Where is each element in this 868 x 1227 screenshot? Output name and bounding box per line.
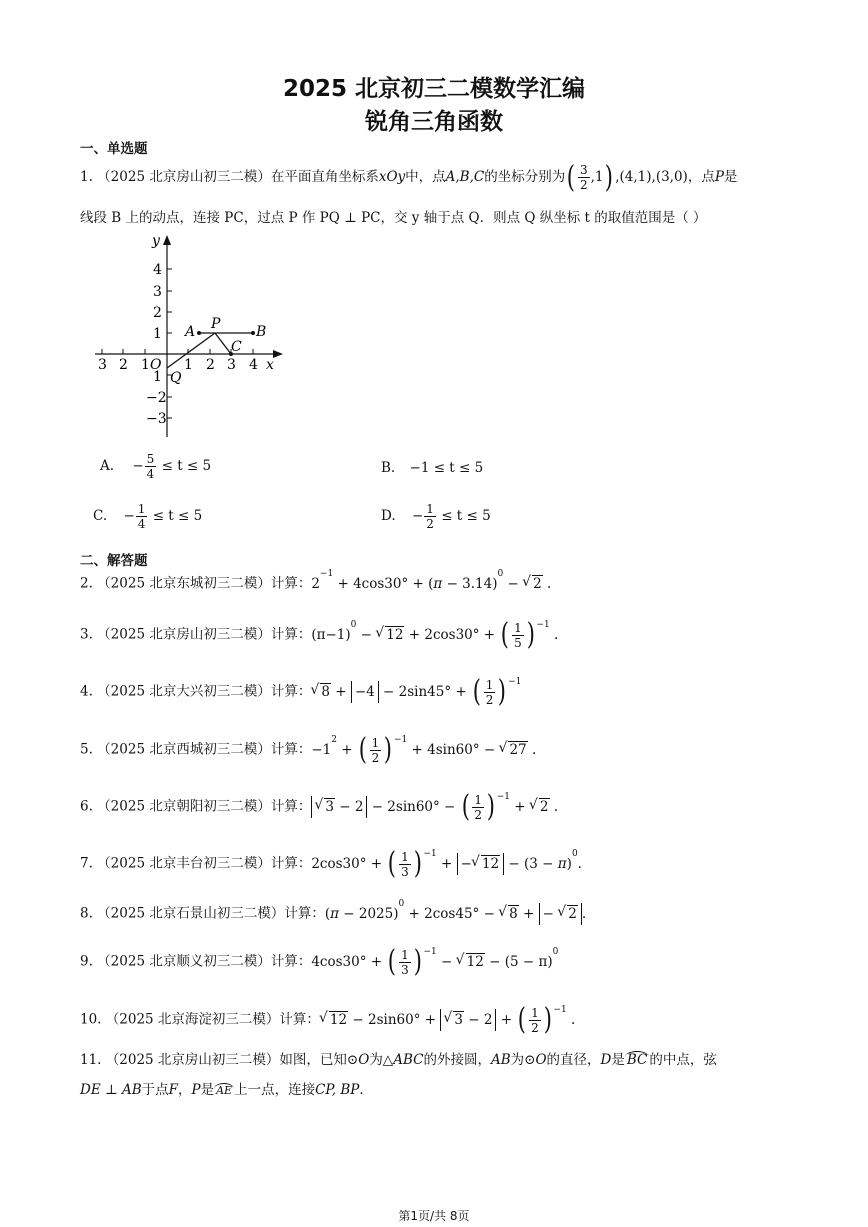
question-6 xyxy=(80,790,558,822)
x-tick-3: 3 xyxy=(227,357,236,373)
question-4-expression: √ 8 + −4 − 2sin45° + ( $\frac{1}{2}$ ) $^{-1}$ xyxy=(311,684,521,700)
label-q: Q xyxy=(170,370,182,386)
q1-text-c: 的坐标分别为 xyxy=(484,169,566,185)
coord-b: (4,1) xyxy=(619,169,652,185)
question-9 xyxy=(80,945,558,977)
page-footer: 第1页/共 8页 xyxy=(398,1209,470,1223)
y-tick-neg2: −2 xyxy=(146,390,167,406)
question-8-expression: $(\pi - 2025)^0 + 2\cos 45^\circ$ − √ 8 + − √ 2 . xyxy=(325,906,586,922)
question-5-source: 5. （2025 北京西城初三二模）计算： xyxy=(80,741,312,758)
coord-a-fraction: $\frac{3}{2}$ xyxy=(579,163,588,192)
paren-close: ) xyxy=(605,159,614,195)
question-10-source: 10. （2025 北京海淀初三二模）计算： xyxy=(80,1011,320,1028)
question-5 xyxy=(80,733,536,765)
question-11-line-1: 11. （2025 北京房山初三二模）如图，已知⊙O为△ABC的外接圆，AB为⊙O的直径，D是 BC 的中点，弦 xyxy=(80,1052,717,1068)
y-tick-2: 2 xyxy=(153,305,162,321)
q1-text-a: 1. （2025 北京房山初三二模）在平面直角坐标系 xyxy=(80,169,379,185)
option-a-fraction: $\frac{5}{4}$ xyxy=(146,452,155,481)
label-c: C xyxy=(231,339,242,355)
question-1-line-1: 1. （2025 北京房山初三二模）在平面直角坐标系xOy中，点A,B,C的坐标分别为( $\frac{3}{2}$ ,1) ,(4,1),(3,0)，点P是 xyxy=(80,159,738,195)
y-axis-arrow xyxy=(163,235,171,245)
question-7-expression: 2cos30° + ( $\frac{1}{3}$ ) $^{-1}$ + −√ $12 - (3 - \pi)^0$. xyxy=(311,856,582,872)
question-4-source: 4. （2025 北京大兴初三二模）计算： xyxy=(80,683,312,700)
label-p: P xyxy=(211,316,221,332)
question-10-expression: √ 12 − 2sin60° + √ 3 − 2 + ( $\frac{1}{2}$ ) $^{-1}$ . xyxy=(320,1012,575,1028)
segment-pc xyxy=(215,333,231,354)
question-9-source: 9. （2025 北京顺义初三二模）计算： xyxy=(80,953,312,970)
origin-label: O xyxy=(150,357,162,373)
coordinate-graph xyxy=(90,232,290,442)
y-tick-3: 3 xyxy=(153,284,162,300)
option-c[interactable]: C. − $\frac{1}{4}$ ≤ t ≤ 5 xyxy=(93,502,203,531)
x-tick-1: 1 xyxy=(184,357,193,373)
question-5-expression: $-1^2$ + ( $\frac{1}{2}$ ) $^{-1}$ + 4sin60° − √ 27 . xyxy=(311,742,536,758)
option-d[interactable]: D. − $\frac{1}{2}$ ≤ t ≤ 5 xyxy=(381,502,491,531)
x-axis-arrow xyxy=(273,350,283,358)
question-2-source: 2. （2025 北京东城初三二模）计算： xyxy=(80,575,312,592)
q1-text-e: 是 xyxy=(723,169,738,185)
q1-text-b: 中，点 xyxy=(405,169,446,185)
section-heading-solutions: 二、解答题 xyxy=(80,553,148,569)
arc-ae: AE xyxy=(216,1084,233,1097)
option-d-fraction: $\frac{1}{2}$ xyxy=(426,502,434,531)
q1-text-d: ，点 xyxy=(687,169,715,185)
question-1-line-2: 线段 B 上的动点，连接 PC，过点 P 作 PQ ⊥ PC，交 y 轴于点 Q．则点 Q 纵坐标 t 的取值范围是（ ） xyxy=(80,210,707,226)
question-3-expression: $(\pi-1)^0$ − √ 12 + 2cos30° + ( $\frac{1}{5}$ ) $^{-1}$ . xyxy=(311,627,558,643)
question-7-source: 7. （2025 北京丰台初三二模）计算： xyxy=(80,855,312,872)
x-tick-neg3: 3 xyxy=(98,357,107,373)
q1-points: A,B,C xyxy=(445,169,485,185)
question-8 xyxy=(80,897,586,927)
question-8-source: 8. （2025 北京石景山初三二模）计算： xyxy=(80,905,325,922)
option-a[interactable]: A. − $\frac{5}{4}$ ≤ t ≤ 5 xyxy=(100,452,212,481)
question-11-line-2: DE ⊥ AB于点F，P是 AE 上一点，连接CP, BP． xyxy=(80,1082,373,1098)
option-b[interactable]: B. −1 ≤ t ≤ 5 xyxy=(381,460,484,476)
question-2-expression: $2^{-1} + 4\cos 30^\circ + (\pi - 3.14)^0$ − √ 2 . xyxy=(311,576,551,592)
label-b: B xyxy=(256,324,267,340)
question-4 xyxy=(80,675,521,707)
y-tick-1: 1 xyxy=(153,326,162,342)
coord-a-tail: ,1 xyxy=(590,169,604,185)
y-axis-label: y xyxy=(152,233,160,249)
page-subtitle: 锐角三角函数 xyxy=(365,109,503,135)
question-3-source: 3. （2025 北京房山初三二模）计算： xyxy=(80,626,312,643)
label-a: A xyxy=(185,324,196,340)
question-6-source: 6. （2025 北京朝阳初三二模）计算： xyxy=(80,798,312,815)
coord-c: (3,0) xyxy=(655,169,688,185)
y-tick-neg3: −3 xyxy=(146,411,167,427)
x-tick-neg2: 2 xyxy=(119,357,128,373)
question-2 xyxy=(80,570,551,594)
question-7 xyxy=(80,847,582,879)
y-tick-4: 4 xyxy=(153,262,162,278)
arc-bc: BC xyxy=(626,1052,648,1068)
point-b xyxy=(251,331,255,335)
question-6-expression: √ 3 − 2 − 2sin60° − ( $\frac{1}{2}$ ) $^{-1}$ + √ 2 . xyxy=(311,799,558,815)
question-10 xyxy=(80,1003,575,1035)
x-axis-label: x xyxy=(266,357,274,373)
x-tick-4: 4 xyxy=(249,357,258,373)
question-9-expression: 4cos30° + ( $\frac{1}{3}$ ) $^{-1}$ − √ $12 - (5 - \pi)^0$ xyxy=(311,954,558,970)
question-3 xyxy=(80,618,558,650)
section-heading-single-choice: 一、单选题 xyxy=(80,141,148,157)
point-a xyxy=(197,331,201,335)
x-tick-2: 2 xyxy=(206,357,215,373)
paren-open: ( xyxy=(566,159,576,195)
option-c-fraction: $\frac{1}{4}$ xyxy=(137,502,146,531)
y-tick-neg1: 1 xyxy=(153,369,162,385)
q1-p: P xyxy=(714,169,724,185)
x-tick-neg1: 1 xyxy=(141,357,150,373)
q1-xoy: xOy xyxy=(378,169,406,185)
page-title: 2025 北京初三二模数学汇编 xyxy=(282,76,586,102)
